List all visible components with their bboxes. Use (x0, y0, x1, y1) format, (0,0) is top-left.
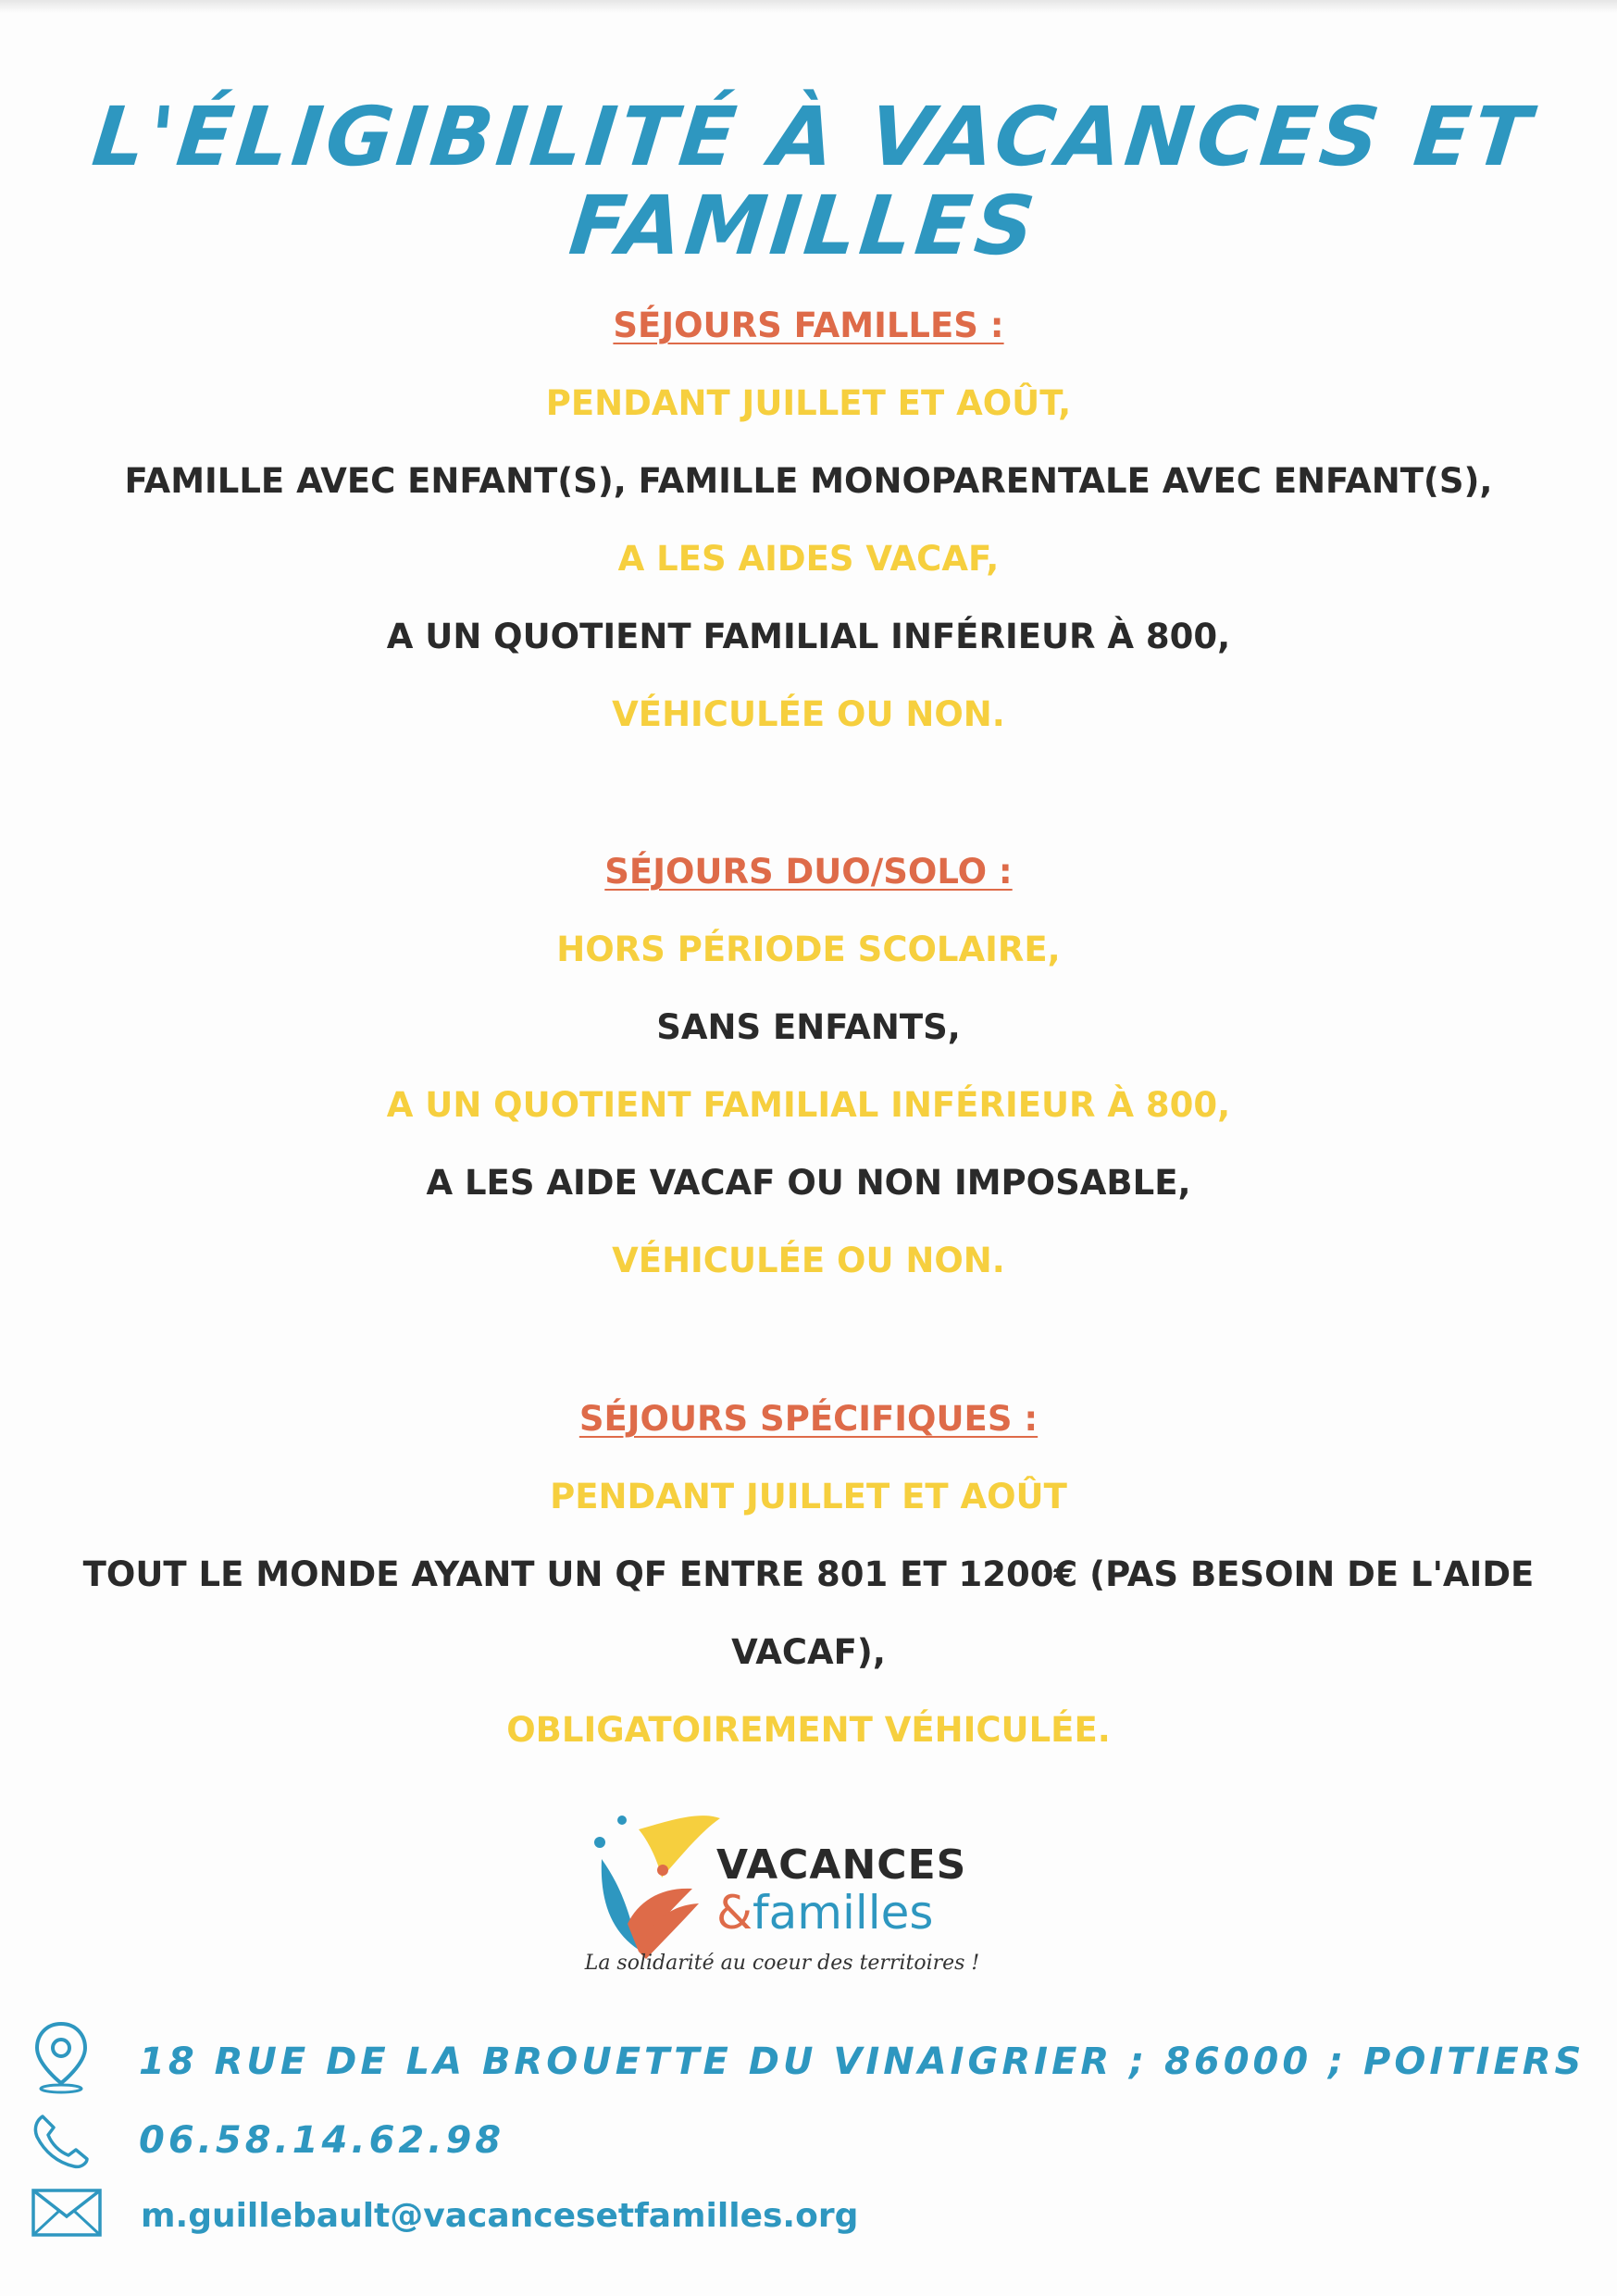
familles-line-5: VÉHICULÉE OU NON. (612, 694, 1005, 734)
specifiques-line-2: TOUT LE MONDE AYANT UN QF ENTRE 801 ET 1200€ (PAS BESOIN DE L'AIDE (82, 1554, 1535, 1594)
duo-solo-line-1: HORS PÉRIODE SCOLAIRE, (556, 930, 1061, 969)
logo-subname (716, 1887, 933, 1939)
section-heading-duo-solo: SÉJOURS DUO/SOLO : (604, 852, 1013, 892)
phone-icon (30, 2111, 93, 2170)
duo-solo-line-5: VÉHICULÉE OU NON. (612, 1241, 1005, 1280)
specifiques-line-1: PENDANT JUILLET ET AOÛT (550, 1477, 1067, 1516)
location-pin-icon (30, 2018, 93, 2094)
logo-sub-text: familles (753, 1886, 934, 1940)
page-title (28, 89, 1589, 273)
section-heading-specifiques: SÉJOURS SPÉCIFIQUES : (578, 1399, 1039, 1439)
title-line-1: L'ÉLIGIBILITÉ À VACANCES ET (88, 89, 1538, 184)
title-line-2: FAMILLES (565, 178, 1043, 273)
familles-line-4: A UN QUOTIENT FAMILIAL INFÉRIEUR À 800, (386, 617, 1231, 656)
familles-line-1: PENDANT JUILLET ET AOÛT, (545, 383, 1072, 423)
familles-line-3: A LES AIDES VACAF, (617, 539, 1000, 579)
duo-solo-line-3: A UN QUOTIENT FAMILIAL INFÉRIEUR À 800, (386, 1085, 1231, 1125)
logo-tagline: La solidarité au coeur des territoires ! (584, 1952, 980, 1975)
specifiques-line-3: VACAF), (731, 1632, 886, 1672)
duo-solo-line-4: A LES AIDE VACAF OU NON IMPOSABLE, (426, 1163, 1191, 1203)
vacances-familles-logo-icon (583, 1813, 722, 1961)
duo-solo-line-2: SANS ENFANTS, (656, 1007, 961, 1047)
logo-ampersand: & (716, 1886, 753, 1940)
mail-icon (30, 2187, 104, 2239)
contact-address: 18 RUE DE LA BROUETTE DU VINAIGRIER ; 86000 ; POITIERS (139, 2040, 1586, 2083)
specifiques-line-4: OBLIGATOIREMENT VÉHICULÉE. (506, 1710, 1111, 1750)
section-heading-familles: SÉJOURS FAMILLES : (613, 306, 1004, 345)
contact-phone: 06.58.14.62.98 (139, 2119, 505, 2162)
familles-line-2: FAMILLE AVEC ENFANT(S), FAMILLE MONOPARENTALE AVEC ENFANT(S), (124, 461, 1493, 501)
logo-name: VACANCES (716, 1841, 967, 1889)
contact-email[interactable]: m.guillebault@vacancesetfamilles.org (141, 2197, 859, 2235)
scan-edge (0, 0, 1617, 13)
